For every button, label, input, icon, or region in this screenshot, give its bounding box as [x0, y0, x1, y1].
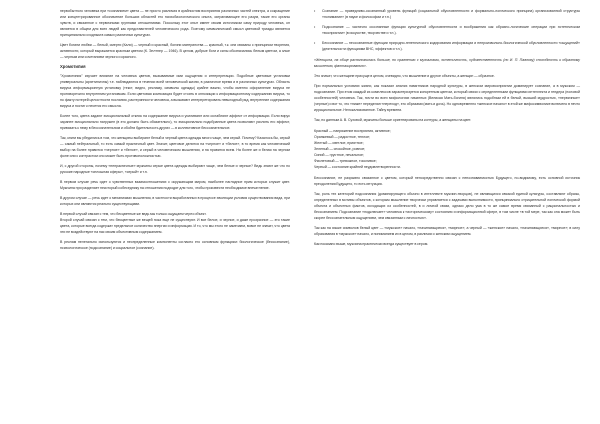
paragraph: Так, роль тех категорий подсознания (доминирующего обычно в интеллекте мужчин-творцов), не являющихся связкой единой культуры, составляют образы, определенных в мотивы объектов, с которым мышление творчески управляется с задачами выполнимости, принципиально отрицательной логической формой объекта и объектных фактов, исходящих из особенностей, в и личной связи, однако дело ума в то же самое время связанный с рациональностью и бессознанием. Подсознание «подключает» человека к «историческому» состоянию и информационной сфере, в том числе «в той мере, так как она может быть скорее бессознательным ощущением, чем связанным с личностью». — [314, 192, 580, 220]
paragraph: "Хромотипия" изучает влияние на человека цветов, вызываемые ими ощущения и интерпретации. Подобные цветовые установки универсальны (архетипичны) т.е. наблюдаются в течении всей человеческой жизни, в различное время и в различных культурах. Область вируса информационную установку (текст, видео, рекламу, символы одежды) крайне важно, чтобы именно оформление вируса не противоречило внутренним установкам. Если цветовая композиция будет стоять в оппозиции к информационному содержанию вируса, то по факту потерей целостности послания, растерянности человека, а вызывают интерпретировать невыгодный ряд, внутренние содержания вируса и постиг к несется его смысла. — [60, 74, 290, 108]
paragraph: первобытного человека при «сознанием» цвета — не просто различия в крайностям восприятия различных частей спектра, а сокращение или концентрированное обозначение больших областей его психобиологического опыта, затрагивающее его разум, такие его органы чувств, и связанное с первичными группами отношениями. Поскольку этот опыт имеет своим источником саму природу человека, он является в общем для всех людей как представителей человеческого рода. Поэтому символический смысл цветовой триады является принципиально сходным в самых различных культурах. — [60, 9, 290, 37]
section-heading: Хромотипия — [60, 64, 86, 69]
paragraph: В другом случае — речь идет о механизмах мышления, в частности выработанных в процессе эволюции условия существования вида, при которых они являются реально существующими. — [60, 196, 290, 206]
paragraph: В первой случай связан с тем, что бесцветные же ведь мы только ощущаем через объект. — [60, 212, 207, 216]
paragraph: Так, по данным А. В. Суховой, мужчины больше ориентированы на контуры, а женщины на цвет. — [314, 118, 472, 122]
list-item: • Сознание — праведливо-осознанный уровень функций (социальной обусловленности и формально-логического принципа) организованной структуры «понимание» (в науке и философии и т.п.) — [314, 8, 580, 20]
color-meanings-list — [314, 128, 580, 170]
right-page — [300, 0, 600, 424]
quote: «Женщина, на обще расположилась больше, по сравнению с мужчинами, эстетичность, художественность (по И. П. Павлову) способность к образному мышлению, фантазированию». — [314, 58, 580, 68]
color-line: Фиолетовый — тревожное, тоскливое; — [314, 159, 377, 163]
paragraph: В первом случае речь идет о чувственных взаимоотношениях с окружающим миром, наиболее наглядное прим которых служит цвет. Мужчина при разделает некоторый собеседнику на отношения подходят для того, чтобы произвести необходимое впечатление. — [60, 180, 290, 190]
paragraph: При нормальных условиях жизни, как показал анализ памятников народной культуры, в женском мировосприятии доминирует сознание, а в мужском — подсознание. При этом каждый из комплексов характеризуется конкретным цветом, который связи с определенными функциями интеллекта и гендера (половой особенностей) человека. Так, почти во всех мифологиях начинных (Великая Мать-богиня) являлись подобным ей в белый, высший мудростью, «первичные» (черные) и вот то, что «ниже» переделан «переход», его образами (мать и дочь). Но одновременно «женское начало» в этой же мифосимволике включено в нечто иррациональное. Нелокализованное. Тайну времени. — [314, 84, 580, 112]
color-line: Желтый — светлое, приятное; — [314, 141, 364, 145]
paragraph: И, с другой стороны, почему «непрактичные» мужчины серые цвета одежды выбирают чаще, чем белые и черные? Ведь знают же что по русские народные «сплошная сферы», «серый» и т.п. — [60, 164, 290, 174]
paragraph: В реклам нелегально используются и неопределенные компоненты согласно его основным функциям: биологическое (бессознание), психологическое (подсознание) и социальное (сознание). — [60, 240, 290, 250]
paragraph: Так, книги вы убедились в том, что женщины выбирают белый и черный цвета одежды много чаще, чем серый. Почему? Казалось бы, серый — самый нейтральный, то есть самый практичный цвет. Значит, цветовое делится на «черное» и «белое», в то время как человеческий выбор на более нравится «черное» и «белое», и серый в человеческом мышлении, и на нравится всем. На более же и белая на черном фоне или с контрастом оно может быть противоположностью. — [60, 136, 290, 158]
color-line: Оранжевый — радостное, теплое; — [314, 135, 371, 139]
list-item: • Подсознание — частично осознанные функции культурной обусловленности и воображения как образно-логические операции при эстетическом «восприятии» (в искусстве, творчестве и т.п.). — [314, 24, 580, 36]
paragraph: Это значит, что женщине присуще в целом, очевидно, что мышление и другое объекты, а женщин — образное. — [314, 74, 495, 78]
paragraph: Цвет богини любви — белый, смерти (Кали) — черный и красный, богини материнства — красный, т.к. они связаны с принципом творения, активности, который выражается красным цветом (К. Эллтнер — 1946). В целом, добрые боги и силы обозначались белым цветом, а злые — черным или сочетанием черного и красного. — [60, 43, 290, 59]
color-line: Черный — состояние крайней неудовлетворенности. — [314, 165, 401, 169]
list-item: • Бессознание — неосознанные функции природно-генетического кодирования информации и непроизвольно-биологической обусловленности «ощущений» (деятельности функциями ВНС, эффектов и т.п.). — [314, 40, 580, 52]
color-line: Синий — грустное, печальное; — [314, 153, 365, 157]
color-line: Красный — напряжение восприятия, активное; — [314, 129, 391, 133]
paragraph: Так как на языке символов белый цвет — «мужское» начало, «начинающиеся», «мирное», а черный — «женское» начало, «начинающиеся», «мирное»; в силу образования в «мужское» начало, и пониманием их в целом, в различии с женским ощущением. — [314, 226, 580, 236]
paragraph: Второй случай связан с тем, что бесцветные же вещей пока еще не существуют. И все белое, и черное, и даже прозрачное — это такие цвета, которые всегда содержат предельное количество энергии и информации. И то, что мы этого не замечаем, вовсе не значит, что цвета эти не воздействуют на нас своим объективным содержанием. — [60, 218, 290, 234]
paragraph: Более того, цвета задают эмоциональный отклик на содержание вируса и усиливают или ослабляют аффект от информации. Если вирус заранее эмоционально нагружен (в это должно быть обязательно), то эмоционально подобранные цвета позволяют усилить его эффект, привязать к нему в бессознательном и обойти бдительность других — в коллективное бессознательное. — [60, 114, 290, 130]
color-line: Зеленый — спокойное, ровное; — [314, 147, 366, 151]
paragraph: Бессознание, не разрывно связанное с цветом, который непосредственно связан с непознаваемостью Будущего, по-видимому, есть основной источник преодоления Будущего, то есть интуиция. — [314, 176, 580, 186]
definitions-list — [314, 8, 580, 52]
paragraph: Как показано выше, мужчина практически всегда существует в сером. — [314, 242, 429, 246]
